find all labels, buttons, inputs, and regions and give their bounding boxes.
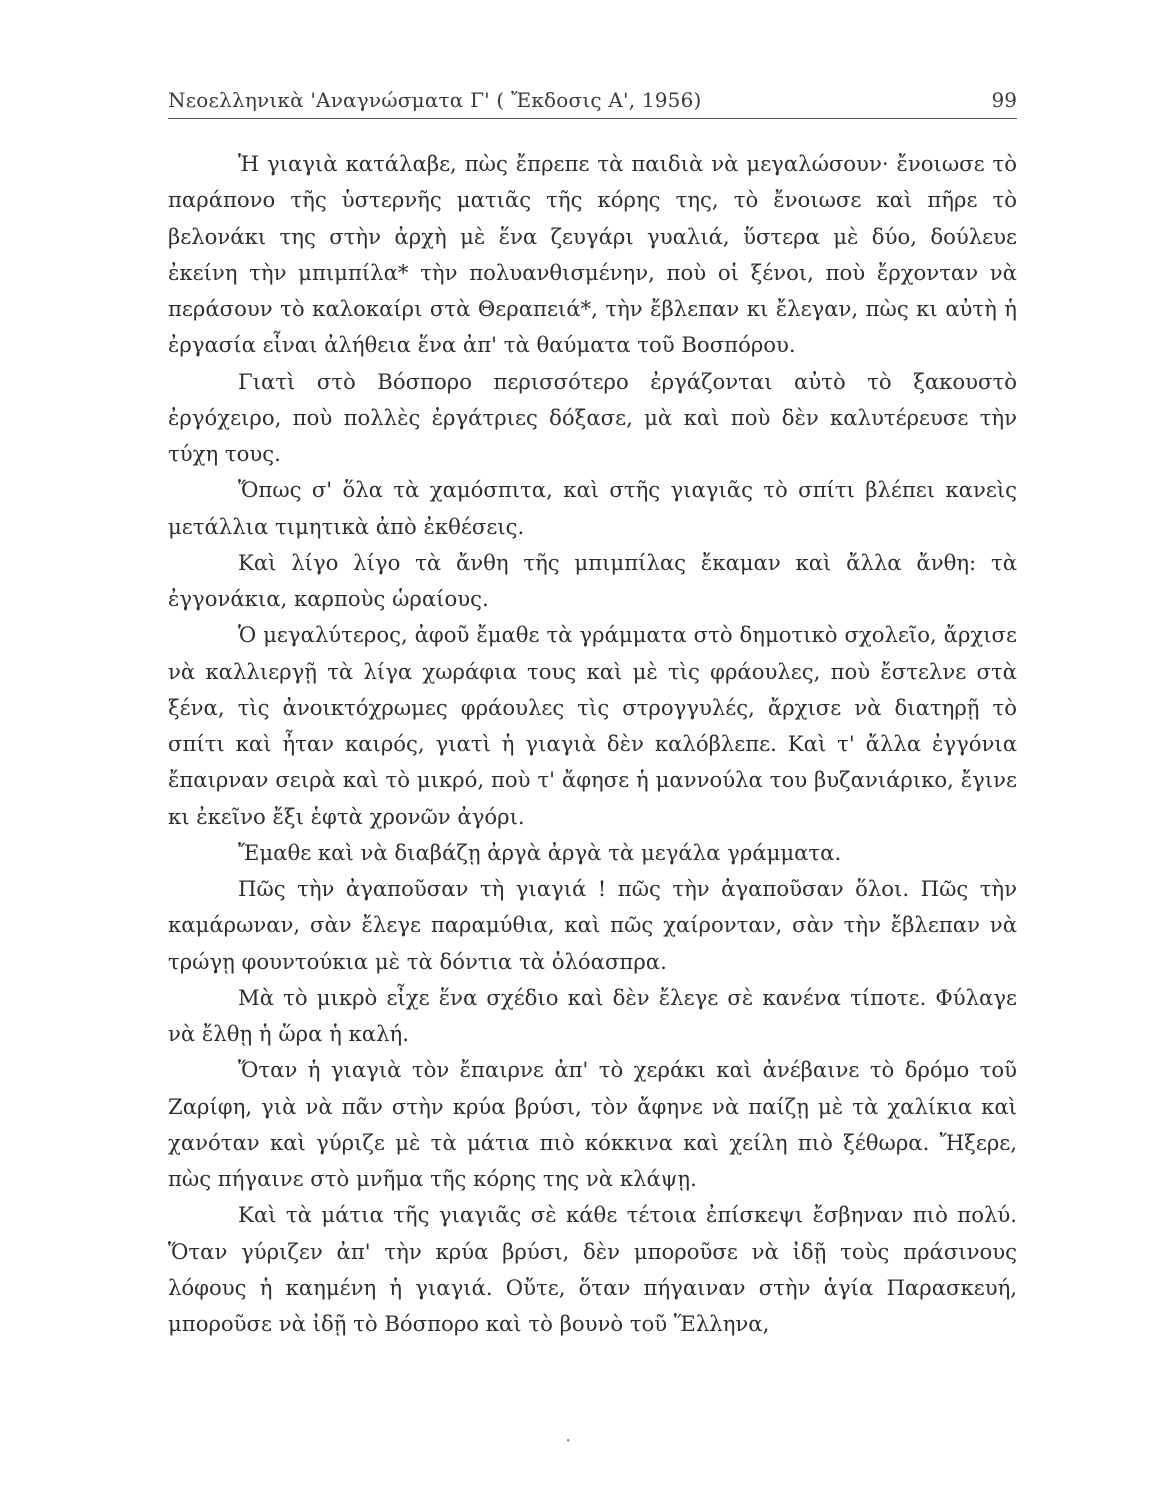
paragraph: Ἡ γιαγιὰ κατάλαβε, πὼς ἔπρεπε τὰ παιδιὰ νὰ μεγαλώσουν· ἔνοιωσε τὸ παράπονο τῆς ὑστερνῆς ματιᾶς τῆς κόρης της, τὸ ἔνοιωσε καὶ πῆρε τὸ βελονάκι της στὴν ἀρχὴ μὲ ἕνα ζευγάρι γυαλιά, ὕστερα μὲ δύο, δούλευε ἐκείνη τὴν μπιμπίλα* τὴν πολυανθισμένην, ποὺ οἱ ξένοι, ποὺ ἔρχονταν νὰ περάσουν τὸ καλοκαίρι στὰ Θεραπειά*, τὴν ἔβλεπαν κι ἔλεγαν, πὼς κι αὐτὴ ἡ ἐργασία εἶναι ἀλήθεια ἕνα ἀπ' τὰ θαύματα τοῦ Βοσπόρου.: [168, 151, 1017, 358]
paragraph: Ὁ μεγαλύτερος, ἀφοῦ ἔμαθε τὰ γράμματα στὸ δημοτικὸ σχολεῖο, ἄρχισε νὰ καλλιεργῇ τὰ λίγα χωράφια τους καὶ μὲ τὶς φράουλες, ποὺ ἔστελνε στὰ ξένα, τὶς ἀνοικτόχρωμες φράουλες τὶς στρογγυλές, ἄρχισε νὰ διατηρῇ τὸ σπίτι καὶ ἦταν καιρός, γιατὶ ἡ γιαγιὰ δὲν καλόβλεπε. Καὶ τ' ἄλλα ἐγγόνια ἔπαιρναν σειρὰ καὶ τὸ μικρό, ποὺ τ' ἄφησε ἡ μαννούλα του βυζανιάρικο, ἔγινε κι ἐκεῖνο ἔξι ἑφτὰ χρονῶν ἀγόρι.: [168, 622, 1017, 829]
paragraph: Ὅπως σ' ὅλα τὰ χαμόσπιτα, καὶ στῆς γιαγιᾶς τὸ σπίτι βλέπει κανεὶς μετάλλια τιμητικὰ ἀπὸ ἐκθέσεις.: [168, 477, 1017, 539]
paragraph: Γιατὶ στὸ Βόσπορο περισσότερο ἐργάζονται αὐτὸ τὸ ξακουστὸ ἐργόχειρο, ποὺ πολλὲς ἐργάτριες δόξασε, μὰ καὶ ποὺ δὲν καλυτέρευσε τὴν τύχη τους.: [168, 368, 1017, 466]
running-title: Νεοελληνικὰ 'Αναγνώσματα Γ' ( Ἔκδοσις Α', 1956): [168, 88, 702, 112]
footer-mark: ·: [565, 1428, 572, 1452]
paragraph: Καὶ λίγο λίγο τὰ ἄνθη τῆς μπιμπίλας ἔκαμαν καὶ ἄλλα ἄνθη: τὰ ἐγγονάκια, καρποὺς ὡραίους.: [168, 549, 1017, 611]
body-text: [168, 146, 1017, 1342]
paragraph: Ἔμαθε καὶ νὰ διαβάζῃ ἀργὰ ἀργὰ τὰ μεγάλα γράμματα.: [238, 839, 842, 865]
paragraph: Ὅταν ἡ γιαγιὰ τὸν ἔπαιρνε ἀπ' τὸ χεράκι καὶ ἀνέβαινε τὸ δρόμο τοῦ Ζαρίφη, γιὰ νὰ πᾶν στὴν κρύα βρύσι, τὸν ἄφηνε νὰ παίζῃ μὲ τὰ χαλίκια καὶ χανόταν καὶ γύριζε μὲ τὰ μάτια πιὸ κόκκινα καὶ χείλη πιὸ ξέθωρα. Ἤξερε, πὼς πήγαινε στὸ μνῆμα τῆς κόρης της νὰ κλάψῃ.: [168, 1057, 1017, 1191]
page-header: [168, 88, 1017, 119]
paragraph: Μὰ τὸ μικρὸ εἶχε ἕνα σχέδιο καὶ δὲν ἔλεγε σὲ κανένα τίποτε. Φύλαγε νὰ ἔλθῃ ἡ ὥρα ἡ καλή.: [168, 984, 1017, 1046]
paragraph: Πῶς τὴν ἀγαποῦσαν τὴ γιαγιά ! πῶς τὴν ἀγαποῦσαν ὅλοι. Πῶς τὴν καμάρωναν, σὰν ἔλεγε παραμύθια, καὶ πῶς χαίρονταν, σὰν τὴν ἔβλεπαν νὰ τρώγῃ φουντούκια μὲ τὰ δόντια τὰ ὁλόασπρα.: [168, 876, 1017, 974]
paragraph: Καὶ τὰ μάτια τῆς γιαγιᾶς σὲ κάθε τέτοια ἐπίσκεψι ἔσβηναν πιὸ πολύ. Ὅταν γύριζεν ἀπ' τὴν κρύα βρύσι, δὲν μποροῦσε νὰ ἰδῇ τοὺς πράσινους λόφους ἡ καημένη ἡ γιαγιά. Οὔτε, ὅταν πήγαιναν στὴν ἁγία Παρασκευή, μποροῦσε νὰ ἰδῇ τὸ Βόσπορο καὶ τὸ βουνὸ τοῦ Ἕλληνα,: [168, 1202, 1017, 1336]
page-number: 99: [991, 88, 1017, 112]
